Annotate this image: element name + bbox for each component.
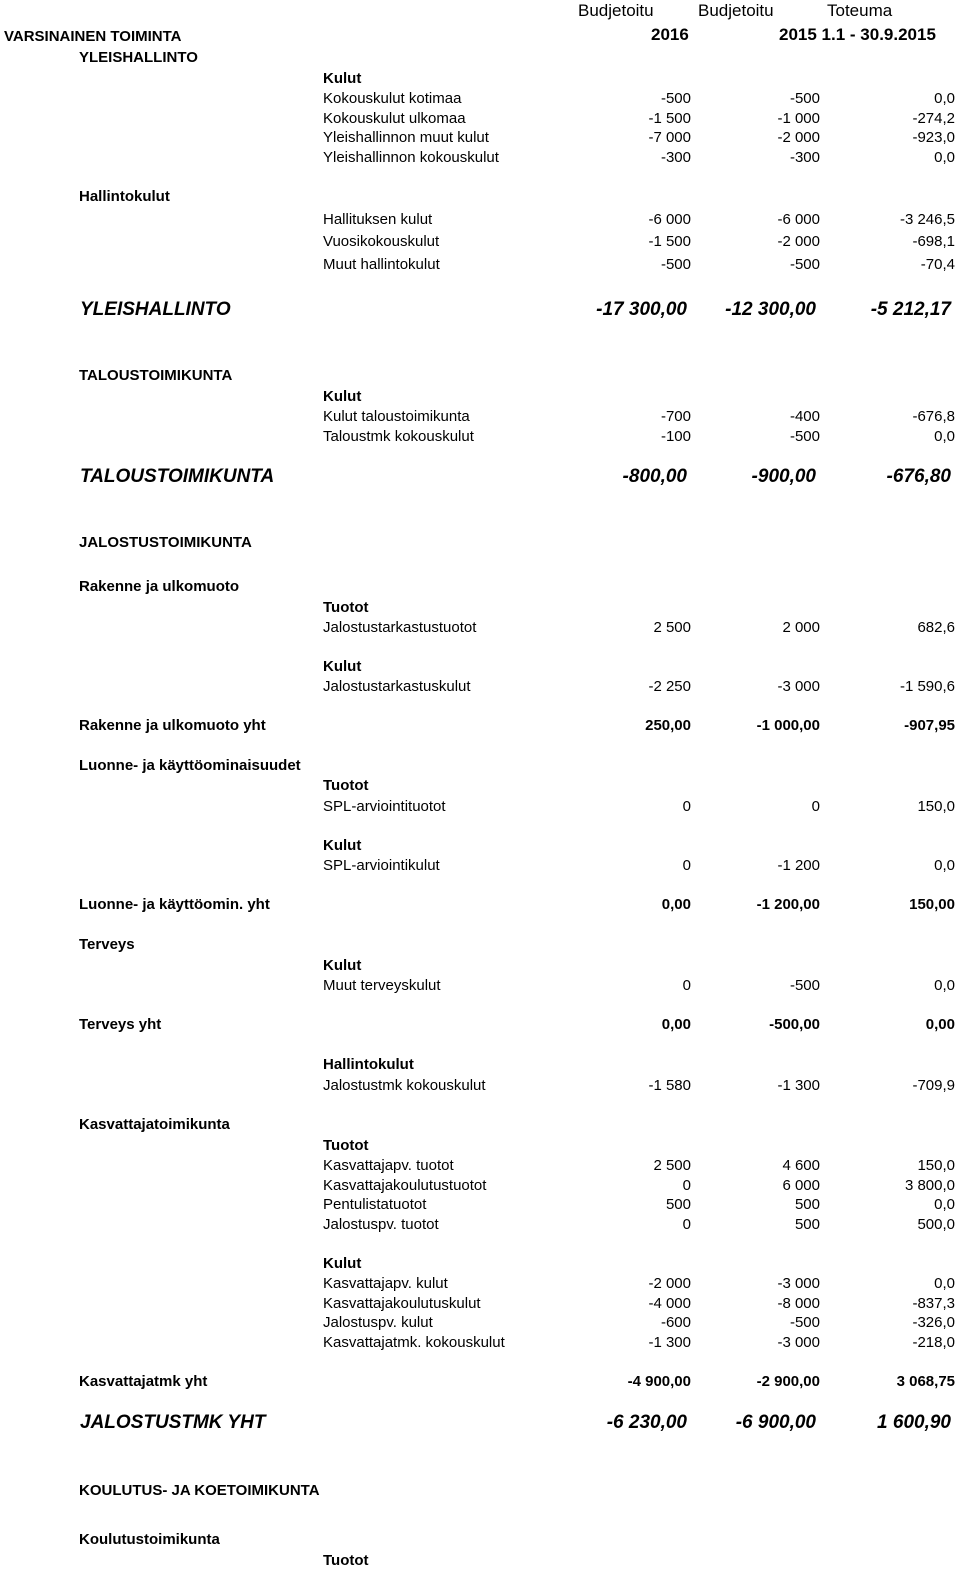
subtotal-label: Terveys yht <box>79 1016 162 1033</box>
line-item-value: 0,0 <box>934 1275 955 1292</box>
line-item-value: 3 800,0 <box>904 1177 955 1194</box>
line-item-value: -218,0 <box>912 1334 955 1351</box>
line-item-label: Taloustmk kokouskulut <box>323 428 474 445</box>
subtotal-value: 150,00 <box>909 896 955 913</box>
line-item-value: -500 <box>789 90 820 107</box>
line-item-value: -4 000 <box>648 1295 691 1312</box>
column-header-actual-2015: Toteuma <box>827 1 893 20</box>
line-item-value: -6 000 <box>777 211 820 228</box>
line-item-value: 0 <box>682 977 691 994</box>
line-item-value: -1 590,6 <box>899 678 955 695</box>
line-item-value: -2 000 <box>777 129 820 146</box>
line-item-value: -500 <box>789 256 820 273</box>
line-item-value: -837,3 <box>912 1295 955 1312</box>
line-item-value: -326,0 <box>912 1314 955 1331</box>
line-item-value: 0,0 <box>934 857 955 874</box>
line-item-value: -70,4 <box>920 256 955 273</box>
column-header-budget-2016: Budjetoitu <box>578 1 654 20</box>
line-item-value: -1 300 <box>777 1077 820 1094</box>
line-item-value: 682,6 <box>917 619 955 636</box>
column-year-2016: 2016 <box>651 25 689 44</box>
total-value: 1 600,90 <box>877 1412 951 1433</box>
section-heading: Terveys <box>79 936 135 953</box>
line-item-value: 0 <box>811 798 820 815</box>
line-item-label: Muut terveyskulut <box>323 977 441 994</box>
line-item-value: -2 000 <box>777 233 820 250</box>
line-item-label: Muut hallintokulut <box>323 256 440 273</box>
subtotal-value: -500,00 <box>769 1016 820 1033</box>
section-heading: Rakenne ja ulkomuoto <box>79 578 240 595</box>
line-item-value: 0 <box>682 1177 691 1194</box>
report-title: VARSINAINEN TOIMINTA <box>4 28 182 45</box>
group-heading: Kulut <box>323 1255 362 1272</box>
subtotal-label: Luonne- ja käyttöomin. yht <box>79 896 270 913</box>
group-heading: Kulut <box>323 70 362 87</box>
line-item-value: -300 <box>789 149 820 166</box>
line-item-value: -700 <box>660 408 691 425</box>
column-period-2015: 2015 1.1 - 30.9.2015 <box>779 25 936 44</box>
group-heading: Kulut <box>323 957 362 974</box>
line-item-value: -7 000 <box>648 129 691 146</box>
line-item-value: -2 000 <box>648 1275 691 1292</box>
line-item-value: 500 <box>665 1196 691 1213</box>
group-heading: Kulut <box>323 388 362 405</box>
group-heading: Hallintokulut <box>323 1056 414 1073</box>
total-value: -5 212,17 <box>870 299 951 320</box>
line-item-value: -3 000 <box>777 1334 820 1351</box>
subtotal-value: -2 900,00 <box>756 1373 820 1390</box>
line-item-value: 2 500 <box>653 619 691 636</box>
section-heading: Luonne- ja käyttöominaisuudet <box>79 757 301 774</box>
line-item-value: -500 <box>789 428 820 445</box>
group-heading: Tuotot <box>323 599 369 616</box>
line-item-value: -1 000 <box>777 110 820 127</box>
line-item-label: Jalostustmk kokouskulut <box>323 1077 486 1094</box>
subtotal-value: -1 200,00 <box>756 896 820 913</box>
line-item-label: Jalostuspv. tuotot <box>323 1216 439 1233</box>
line-item-value: 150,0 <box>917 1157 955 1174</box>
line-item-label: Jalostustarkastustuotot <box>323 619 477 636</box>
line-item-label: SPL-arviointituotot <box>323 798 446 815</box>
line-item-label: Yleishallinnon muut kulut <box>323 129 489 146</box>
line-item-label: SPL-arviointikulut <box>323 857 440 874</box>
total-value: -800,00 <box>622 466 687 487</box>
subtotal-label: Rakenne ja ulkomuoto yht <box>79 717 266 734</box>
line-item-label: Yleishallinnon kokouskulut <box>323 149 499 166</box>
total-value: -900,00 <box>751 466 816 487</box>
line-item-label: Kasvattajapv. tuotot <box>323 1157 454 1174</box>
subtotal-value: 0,00 <box>661 1016 691 1033</box>
total-label: JALOSTUSTMK YHT <box>80 1412 266 1433</box>
line-item-value: 500 <box>794 1196 820 1213</box>
total-value: -6 230,00 <box>606 1412 687 1433</box>
line-item-label: Jalostustarkastuskulut <box>323 678 471 695</box>
line-item-value: -1 300 <box>648 1334 691 1351</box>
line-item-value: -500 <box>660 256 691 273</box>
line-item-value: -676,8 <box>912 408 955 425</box>
line-item-value: 0,0 <box>934 90 955 107</box>
line-item-value: -3 000 <box>777 1275 820 1292</box>
group-heading: Kulut <box>323 837 362 854</box>
line-item-value: -1 580 <box>648 1077 691 1094</box>
subtotal-value: -4 900,00 <box>627 1373 691 1390</box>
line-item-label: Kulut taloustoimikunta <box>323 408 470 425</box>
line-item-label: Kasvattajakoulutustuotot <box>323 1177 487 1194</box>
section-heading: Hallintokulut <box>79 188 170 205</box>
line-item-label: Kokouskulut kotimaa <box>323 90 462 107</box>
line-item-label: Kasvattajakoulutuskulut <box>323 1295 481 1312</box>
subtotal-label: Kasvattajatmk yht <box>79 1373 208 1390</box>
line-item-value: -500 <box>789 1314 820 1331</box>
column-header-budget-2015: Budjetoitu <box>698 1 774 20</box>
section-heading: KOULUTUS- JA KOETOIMIKUNTA <box>79 1482 320 1499</box>
total-label: YLEISHALLINTO <box>80 299 231 320</box>
subtotal-value: -907,95 <box>904 717 955 734</box>
line-item-value: -400 <box>789 408 820 425</box>
total-value: -17 300,00 <box>596 299 687 320</box>
line-item-value: -100 <box>660 428 691 445</box>
line-item-value: 0,0 <box>934 428 955 445</box>
line-item-label: Pentulistatuotot <box>323 1196 427 1213</box>
line-item-value: -300 <box>660 149 691 166</box>
line-item-value: -3 000 <box>777 678 820 695</box>
line-item-value: -923,0 <box>912 129 955 146</box>
line-item-value: -500 <box>660 90 691 107</box>
line-item-value: -698,1 <box>912 233 955 250</box>
section-heading: TALOUSTOIMIKUNTA <box>79 367 233 384</box>
line-item-value: -1 500 <box>648 233 691 250</box>
subtotal-value: 0,00 <box>925 1016 955 1033</box>
total-label: TALOUSTOIMIKUNTA <box>80 466 275 487</box>
subtotal-value: 3 068,75 <box>896 1373 955 1390</box>
line-item-value: 0 <box>682 798 691 815</box>
total-value: -6 900,00 <box>735 1412 816 1433</box>
line-item-value: 0 <box>682 857 691 874</box>
total-value: -12 300,00 <box>725 299 816 320</box>
line-item-value: -600 <box>660 1314 691 1331</box>
line-item-label: Hallituksen kulut <box>323 211 433 228</box>
subtotal-value: 250,00 <box>645 717 691 734</box>
line-item-value: -2 250 <box>648 678 691 695</box>
group-heading: Kulut <box>323 658 362 675</box>
line-item-value: -709,9 <box>912 1077 955 1094</box>
subtotal-value: 0,00 <box>661 896 691 913</box>
line-item-label: Kokouskulut ulkomaa <box>323 110 466 127</box>
line-item-value: -1 500 <box>648 110 691 127</box>
line-item-value: 2 000 <box>782 619 820 636</box>
group-heading: Tuotot <box>323 1137 369 1154</box>
section-heading: Kasvattajatoimikunta <box>79 1116 230 1133</box>
line-item-value: -3 246,5 <box>899 211 955 228</box>
line-item-value: 500,0 <box>917 1216 955 1233</box>
line-item-value: 500 <box>794 1216 820 1233</box>
line-item-value: 0,0 <box>934 1196 955 1213</box>
section-heading: Koulutustoimikunta <box>79 1531 220 1548</box>
line-item-value: -274,2 <box>912 110 955 127</box>
line-item-value: -500 <box>789 977 820 994</box>
section-heading: JALOSTUSTOIMIKUNTA <box>79 534 252 551</box>
line-item-value: -1 200 <box>777 857 820 874</box>
total-value: -676,80 <box>886 466 951 487</box>
line-item-value: -6 000 <box>648 211 691 228</box>
line-item-value: 6 000 <box>782 1177 820 1194</box>
line-item-value: 2 500 <box>653 1157 691 1174</box>
line-item-value: 150,0 <box>917 798 955 815</box>
line-item-value: 4 600 <box>782 1157 820 1174</box>
line-item-label: Jalostuspv. kulut <box>323 1314 433 1331</box>
line-item-label: Vuosikokouskulut <box>323 233 440 250</box>
line-item-value: 0,0 <box>934 149 955 166</box>
group-heading: Tuotot <box>323 1552 369 1569</box>
subtotal-value: -1 000,00 <box>756 717 820 734</box>
line-item-label: Kasvattajapv. kulut <box>323 1275 448 1292</box>
section-heading: YLEISHALLINTO <box>79 49 198 66</box>
line-item-value: 0 <box>682 1216 691 1233</box>
line-item-label: Kasvattajatmk. kokouskulut <box>323 1334 505 1351</box>
group-heading: Tuotot <box>323 777 369 794</box>
line-item-value: -8 000 <box>777 1295 820 1312</box>
line-item-value: 0,0 <box>934 977 955 994</box>
